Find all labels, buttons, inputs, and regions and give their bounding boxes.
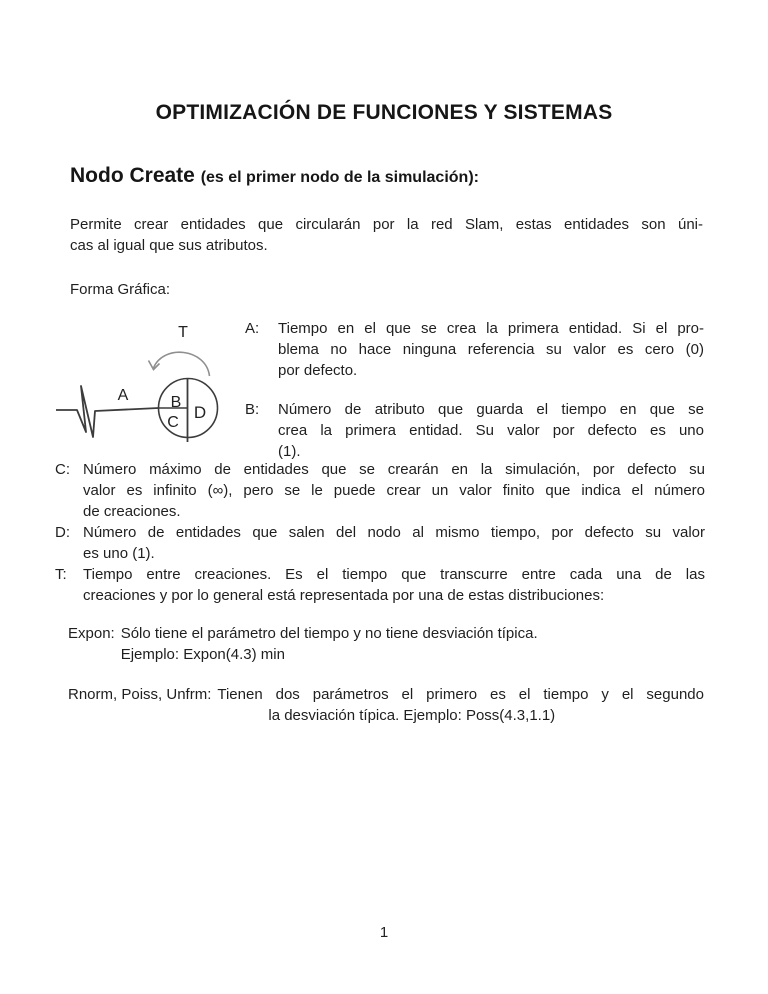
diagram-label-d: D — [193, 403, 207, 422]
distribution-rnorm-label: Rnorm, Poiss, Unfrm: — [68, 686, 212, 703]
definition-c-text — [83, 459, 705, 522]
section-heading — [70, 164, 479, 188]
definition-a-text — [278, 318, 704, 381]
text-line: creaciones y por lo general está representada por una de estas distribuciones: — [83, 587, 605, 604]
text-line: (1). — [278, 443, 301, 460]
text-line: Número de entidades que salen del nodo al mismo tiempo, por defecto su valor — [83, 524, 705, 541]
distribution-expon-text — [121, 623, 704, 665]
create-node-diagram-svg — [50, 318, 250, 453]
definition-c — [55, 459, 705, 522]
distribution-expon-label: Expon: — [68, 625, 115, 642]
definition-a-label: A: — [245, 320, 260, 337]
distribution-expon — [68, 623, 704, 665]
text-line: Tiempo entre creaciones. Es el tiempo que transcurre entre cada una de las — [83, 566, 705, 583]
definition-t-label: T: — [55, 566, 67, 583]
definition-b-label: B: — [245, 401, 260, 418]
definition-d — [55, 522, 705, 564]
entry-arrow-line — [56, 386, 159, 437]
text-line: blema no hace ninguna referencia su valor es cero (0) — [278, 341, 704, 358]
forma-grafica-label: Forma Gráfica: — [70, 281, 171, 298]
section-heading-main: Nodo Create — [70, 164, 201, 187]
text-line: es uno (1). — [83, 545, 155, 562]
diagram-label-b: B — [170, 394, 182, 411]
distribution-rnorm-text — [217, 684, 704, 726]
text-line: Tiempo en el que se crea la primera entidad. Si el pro- — [278, 320, 704, 337]
page-number: 1 — [379, 924, 389, 941]
time-arc-arrow — [154, 352, 210, 376]
definition-t — [55, 564, 705, 606]
text-line: valor es infinito (∞), pero se le puede crear un valor finito que indica el número — [83, 482, 705, 499]
definition-t-text — [83, 564, 705, 606]
definition-d-label: D: — [55, 524, 70, 541]
definition-d-text — [83, 522, 705, 564]
definition-c-label: C: — [55, 461, 70, 478]
definition-a — [245, 318, 704, 381]
text-line: Permite crear entidades que circularán por la red Slam, estas entidades son úni- — [70, 216, 703, 233]
text-line: Sólo tiene el parámetro del tiempo y no tiene desviación típica. — [120, 625, 538, 642]
text-line: Número máximo de entidades que se crearán en la simulación, por defecto su — [83, 461, 705, 478]
definition-b-text — [278, 399, 704, 462]
text-line: cas al igual que sus atributos. — [70, 237, 268, 254]
create-node-diagram — [50, 318, 250, 453]
text-line: Ejemplo: Expon(4.3) min — [120, 646, 285, 663]
text-line: de creaciones. — [83, 503, 181, 520]
diagram-label-a: A — [117, 387, 129, 404]
text-line: la desviación típica. Ejemplo: Poss(4.3,1.1) — [268, 707, 556, 724]
text-line: Número de atributo que guarda el tiempo en que se — [278, 401, 704, 418]
definition-b — [245, 399, 704, 462]
text-line: crea la primera entidad. Su valor por defecto es uno — [278, 422, 704, 439]
section-heading-sub: (es el primer nodo de la simulación): — [200, 169, 479, 186]
diagram-label-c: C — [167, 414, 179, 431]
page-title: OPTIMIZACIÓN DE FUNCIONES Y SISTEMAS — [155, 101, 613, 124]
intro-paragraph — [70, 214, 703, 256]
diagram-label-t: T — [178, 324, 188, 341]
text-line: Tienen dos parámetros el primero es el tiempo y el segundo — [217, 686, 704, 703]
text-line: por defecto. — [278, 362, 358, 379]
distribution-rnorm-poiss-unfrm — [68, 684, 704, 726]
